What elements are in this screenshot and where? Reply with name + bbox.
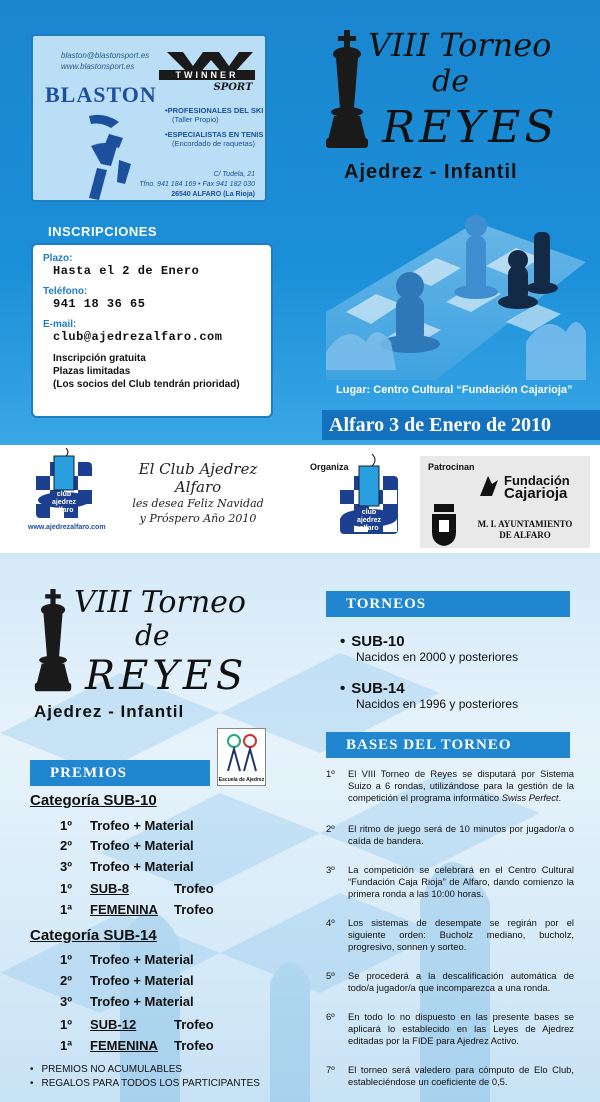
- prize-description: SUB-12: [90, 1017, 137, 1032]
- prize-position: 2º: [60, 838, 72, 853]
- logo-ajedrez-text: ajedrez: [51, 499, 77, 506]
- rule-number: 6º: [326, 1011, 335, 1022]
- chess-board-illustration: [326, 192, 586, 380]
- club-website[interactable]: www.ajedrezalfaro.com: [28, 524, 106, 531]
- rule-item: [326, 970, 574, 998]
- prize-position: 1º: [60, 818, 72, 833]
- org-logo-ajedrez-text: ajedrez: [356, 517, 382, 524]
- rule-item: [326, 823, 574, 851]
- prize-position: 3º: [60, 994, 72, 1009]
- bottom-title-line-2: de: [135, 619, 170, 652]
- prize-description: Trofeo + Material: [90, 818, 194, 833]
- ayuntamiento-alfaro: [470, 519, 580, 541]
- rule-number: 2º: [326, 823, 335, 834]
- runner-icon: [69, 110, 149, 200]
- torneo-name: • SUB-14: [340, 680, 518, 697]
- prize-position: 1º: [60, 881, 72, 896]
- title-line-2: de: [432, 64, 469, 99]
- rule-item: [326, 917, 574, 957]
- prize-award: Trofeo: [174, 1017, 214, 1032]
- service-tenis-note: (Encordado de raquetas): [172, 139, 255, 148]
- inscripciones-heading: INSCRIPCIONES: [48, 224, 158, 239]
- bottom-king-piece-icon: [30, 589, 76, 693]
- club-greeting-line-3: y Próspero Año 2010: [139, 512, 257, 525]
- note-no-acumulables: • PREMIOS NO ACUMULABLES: [30, 1064, 182, 1075]
- logo-club-text: club: [56, 491, 72, 498]
- rule-item: [326, 768, 574, 808]
- rule-text: La competición se celebrará en el Centro Cultural “Fundación Caja Rioja” de Alfaro, dando comienzo la primera ronda a las 10:00 horas.: [348, 864, 574, 899]
- rule-text-main: El VIII Torneo de Reyes se disputará por Sistema Suizo a 6 rondas, utilizándose para la gestión de la competición el programa informático: [348, 768, 574, 803]
- fundacion-cajarioja-icon: [478, 474, 500, 498]
- prize-description: Trofeo + Material: [90, 859, 194, 874]
- torneo-name: • SUB-10: [340, 633, 518, 650]
- bases-heading: BASES DEL TORNEO: [326, 732, 570, 758]
- prize-position: 1º: [60, 1017, 72, 1032]
- rule-item: [326, 1064, 574, 1092]
- rule-text: El torneo será valedero para cómputo de Elo Club, estableciéndose un coeficiente de 0,5.: [348, 1064, 574, 1087]
- category-sub10-title: Categoría SUB-10: [30, 792, 157, 809]
- plazo-value: Hasta el 2 de Enero: [53, 264, 200, 278]
- rule-text: En todo lo no dispuesto en las presente bases se aplicará lo establecido en las Leyes de Ajedrez editadas por la FIDE para Ajedrez Activo.: [348, 1011, 574, 1046]
- sponsor-address: [139, 170, 255, 200]
- sponsor-email[interactable]: blaston@blastonsport.es: [61, 51, 150, 60]
- note-regalos: • REGALOS PARA TODOS LOS PARTICIPANTES: [30, 1078, 260, 1089]
- rule-text: Los sistemas de desempate se regirán por el siguiente orden: Bucholz mediano, bucholz, progresivo, sonnen y sorteo.: [348, 917, 574, 952]
- torneo-description: Nacidos en 2000 y posteriores: [356, 650, 519, 664]
- club-greeting: [118, 460, 278, 526]
- rule-text: Se procederá a la descalificación automática de todo/a jugador/a que incomparezca a una ronda.: [348, 970, 574, 993]
- twinner-text: TWINNER: [175, 70, 239, 80]
- ayto-line-2: DE ALFARO: [499, 530, 551, 540]
- patrocinan-label: Patrocinan: [428, 462, 475, 472]
- ayuntamiento-shield-icon: [430, 504, 458, 546]
- prize-position: 3º: [60, 859, 72, 874]
- prize-award: Trofeo: [174, 881, 214, 896]
- org-logo-club-text: club: [361, 509, 377, 516]
- prize-position: 1ª: [60, 902, 73, 917]
- prize-award: Trofeo: [174, 1038, 214, 1053]
- organizer-logo: [332, 452, 406, 548]
- escuela-label: Escuela de Ajedrez: [218, 777, 265, 783]
- torneos-heading: TORNEOS: [326, 591, 570, 617]
- event-title: [322, 26, 582, 156]
- escuela-figures-icon: [224, 733, 260, 773]
- bottom-event-subtitle: Ajedrez - Infantil: [34, 702, 185, 721]
- prize-description: Trofeo + Material: [90, 973, 194, 988]
- telefono-label: Teléfono:: [43, 286, 88, 297]
- sponsor-services: [165, 106, 265, 154]
- rule-item: [326, 1011, 574, 1051]
- sponsor-contact: [61, 50, 149, 72]
- ayto-line-1: M. I. AYUNTAMIENTO: [477, 519, 573, 529]
- prize-description: Trofeo + Material: [90, 952, 194, 967]
- note-socios: (Los socios del Club tendrán prioridad): [53, 379, 240, 390]
- sponsor-brand: BLASTON: [45, 82, 157, 107]
- club-ajedrez-alfaro-logo: [28, 448, 100, 524]
- note-gratuita: Inscripción gratuita: [53, 353, 146, 364]
- sponsor-street: C/ Tudela, 21: [213, 171, 255, 178]
- rule-text: [348, 768, 574, 804]
- club-greeting-line-2: les desea Feliz Navidad: [132, 497, 264, 510]
- twinner-sport-text: SPORT: [213, 82, 253, 92]
- fundacion-line-2: Cajarioja: [504, 485, 568, 502]
- rule-number: 7º: [326, 1064, 335, 1075]
- rule-number: 3º: [326, 864, 335, 875]
- sponsor-card: [31, 34, 267, 202]
- prize-description: Trofeo + Material: [90, 838, 194, 853]
- service-tenis: •ESPECIALISTAS EN TENIS: [165, 130, 264, 139]
- org-logo-alfaro-text: alfaro: [359, 525, 379, 532]
- prize-position: 2º: [60, 973, 72, 988]
- fundacion-cajarioja: [504, 474, 570, 500]
- rule-text-emphasis: Swiss Perfect: [501, 792, 559, 803]
- sponsor-phones: Tfno. 941 184 169 • Fax 941 182 030: [139, 181, 255, 188]
- escuela-ajedrez-logo: [217, 728, 266, 786]
- rule-item: [326, 864, 574, 904]
- prize-award: Trofeo: [174, 902, 214, 917]
- bottom-title-line-3: REYES: [85, 653, 248, 699]
- logo-alfaro-text: alfaro: [54, 507, 74, 514]
- torneo-description: Nacidos en 1996 y posteriores: [356, 697, 519, 711]
- email-label: E-mail:: [43, 319, 77, 330]
- rule-number: 1º: [326, 768, 335, 779]
- top-panel: [0, 0, 600, 445]
- note-plazas: Plazas limitadas: [53, 366, 131, 377]
- event-location: Lugar: Centro Cultural “Fundación Cajarioja”: [336, 384, 573, 396]
- prize-description: FEMENINA: [90, 1038, 158, 1053]
- sponsor-city: 26540 ALFARO (La Rioja): [171, 191, 255, 198]
- sponsor-web[interactable]: www.blastonsport.es: [61, 62, 135, 71]
- rule-text-end: .: [558, 792, 562, 803]
- prize-description: FEMENINA: [90, 902, 158, 917]
- category-sub14-title: Categoría SUB-14: [30, 927, 157, 944]
- service-ski-note: (Taller Propio): [172, 115, 219, 124]
- organiza-label: Organiza: [310, 462, 349, 472]
- bottom-event-title: [30, 585, 290, 699]
- rule-text: El ritmo de juego será de 10 minutos por jugador/a o caída de bandera.: [348, 823, 574, 846]
- title-line-1: VIII Torneo: [368, 26, 552, 64]
- telefono-value[interactable]: 941 18 36 65: [53, 297, 146, 311]
- rule-number: 4º: [326, 917, 335, 928]
- prize-position: 1ª: [60, 1038, 73, 1053]
- plazo-label: Plazo:: [43, 253, 73, 264]
- rule-number: 5º: [326, 970, 335, 981]
- prize-description: Trofeo + Material: [90, 994, 194, 1009]
- event-date: Alfaro 3 de Enero de 2010: [329, 414, 552, 436]
- service-ski: •PROFESIONALES DEL SKI: [165, 106, 264, 115]
- fundacion-line-1: Fundación: [504, 473, 570, 488]
- bottom-title-line-1: VIII Torneo: [74, 585, 246, 620]
- torneo-item: [340, 633, 518, 664]
- club-greeting-line-1: El Club Ajedrez Alfaro: [138, 460, 258, 496]
- event-subtitle: Ajedrez - Infantil: [344, 161, 518, 183]
- torneo-item: [340, 680, 518, 711]
- king-piece-icon: [322, 30, 372, 150]
- premios-heading: PREMIOS: [30, 760, 210, 786]
- twinner-logo: [153, 52, 259, 92]
- inscripciones-box: [31, 243, 273, 418]
- prize-position: 1º: [60, 952, 72, 967]
- prize-description: SUB-8: [90, 881, 130, 896]
- title-line-3: REYES: [382, 102, 559, 153]
- email-value[interactable]: club@ajedrezalfaro.com: [53, 330, 223, 344]
